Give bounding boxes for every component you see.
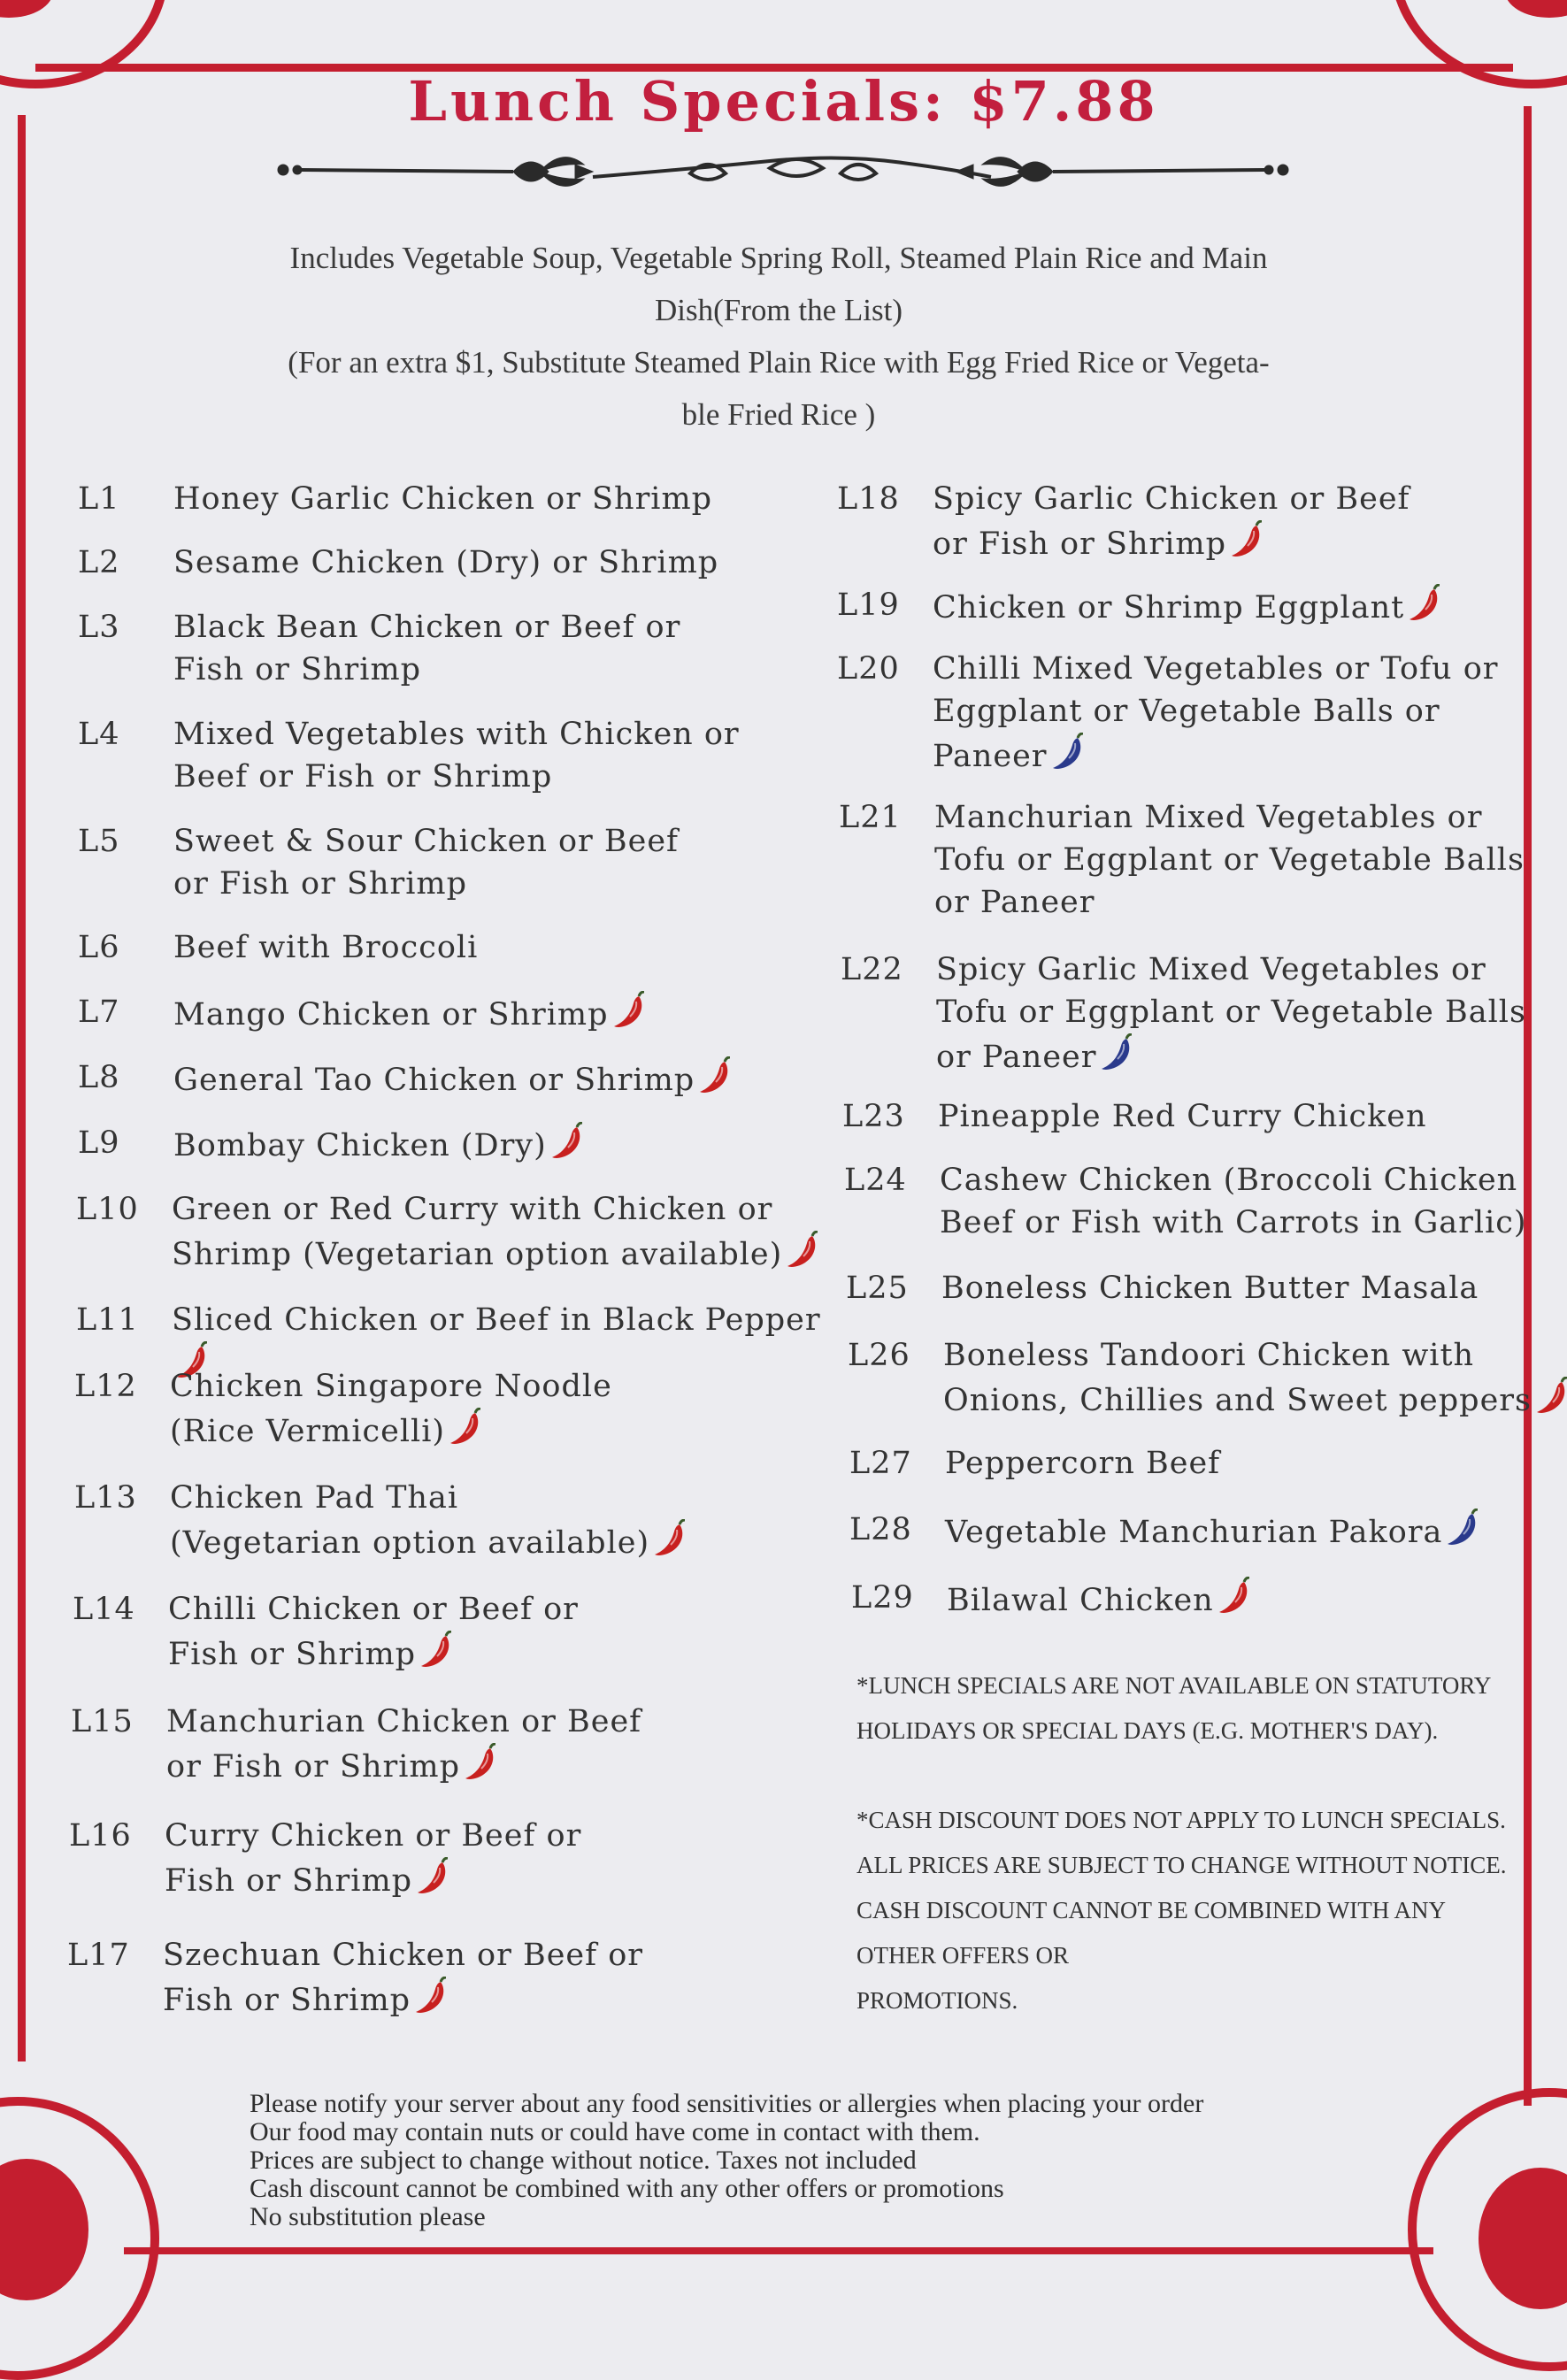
note-line: OTHER OFFERS OR [856, 1942, 1070, 1969]
menu-item-name [173, 606, 846, 691]
menu-item-name [938, 1095, 1567, 1138]
menu-item-name [936, 948, 1567, 1079]
menu-item-code: L24 [844, 1163, 907, 1198]
menu-item-line: Onions, Chillies and Sweet peppers [943, 1383, 1532, 1418]
footer-line: Prices are subject to change without notice. Taxes not included [250, 2146, 917, 2175]
menu-item-code: L1 [78, 481, 120, 517]
menu-item-line: Boneless Chicken Butter Masala [941, 1271, 1479, 1306]
menu-item-line: Black Bean Chicken or Beef or [173, 610, 681, 645]
menu-item-code: L5 [78, 824, 120, 859]
menu-item-line: Mango Chicken or Shrimp [173, 997, 609, 1033]
menu-item-name [166, 1701, 839, 1788]
menu-item-name [173, 820, 846, 905]
menu-item-name [933, 648, 1567, 778]
menu-item-line: Boneless Tandoori Chicken with [943, 1338, 1475, 1373]
page-title: Lunch Specials: $7.88 [408, 69, 1159, 134]
note-cash-discount [856, 1798, 1529, 2023]
menu-item-name [947, 1577, 1567, 1622]
menu-item-code: L26 [848, 1338, 910, 1373]
menu-item-line: Beef or Fish or Shrimp [173, 759, 553, 795]
intro-line: Includes Vegetable Soup, Vegetable Spring Roll, Steamed Plain Rice and Main [289, 241, 1268, 275]
menu-item-code: L2 [78, 545, 120, 580]
intro-line: (For an extra $1, Substitute Steamed Plain Rice with Egg Fried Rice or Vegeta- [288, 345, 1270, 380]
note-line: CASH DISCOUNT CANNOT BE COMBINED WITH ANY [856, 1897, 1447, 1923]
menu-item-line: Chicken Pad Thai [170, 1480, 459, 1516]
red-chili-pepper-icon [416, 1857, 451, 1896]
menu-item-name [165, 1815, 837, 1902]
menu-item-name [941, 1267, 1567, 1309]
red-chili-pepper-icon [1408, 584, 1443, 623]
menu-item-name [173, 1122, 846, 1167]
red-chili-pepper-icon [698, 1056, 734, 1095]
red-chili-pepper-icon [1230, 520, 1265, 559]
red-chili-pepper-icon [419, 1631, 455, 1670]
menu-item-line: Spicy Garlic Mixed Vegetables or [936, 952, 1486, 987]
menu-item-code: L29 [851, 1580, 914, 1616]
menu-item-code: L4 [78, 717, 120, 752]
menu-item-code: L6 [78, 930, 120, 965]
red-chili-pepper-icon [550, 1122, 586, 1161]
menu-item-line: Vegetable Manchurian Pakora [945, 1515, 1443, 1550]
blue-chili-pepper-icon [1446, 1509, 1481, 1547]
ornament-divider-icon [274, 142, 1292, 203]
menu-item-code: L25 [846, 1271, 909, 1306]
menu-item-code: L7 [78, 994, 120, 1030]
menu-item-line: Manchurian Chicken or Beef [166, 1704, 642, 1739]
menu-item-code: L11 [76, 1302, 139, 1338]
menu-item-line: Szechuan Chicken or Beef or [163, 1938, 644, 1973]
menu-item-code: L10 [76, 1192, 139, 1227]
footer-line: Cash discount cannot be combined with any other offers or promotions [250, 2174, 1004, 2203]
menu-item-code: L12 [74, 1369, 137, 1404]
menu-item-line: Chilli Mixed Vegetables or Tofu or [933, 651, 1499, 687]
menu-item-line: or Paneer [936, 1040, 1097, 1075]
note-line: ALL PRICES ARE SUBJECT TO CHANGE WITHOUT NOTICE. [856, 1852, 1507, 1878]
menu-item-line: Beef with Broccoli [173, 930, 479, 965]
menu-item-name [934, 796, 1567, 924]
menu-item-line: Chicken or Shrimp Eggplant [933, 590, 1405, 626]
menu-item-name [173, 713, 846, 798]
intro-line: ble Fried Rice ) [681, 397, 876, 432]
menu-item-name [933, 478, 1567, 565]
menu-item-line: Chilli Chicken or Beef or [168, 1592, 579, 1627]
menu-item-name [173, 1056, 846, 1102]
menu-item-code: L20 [837, 651, 900, 687]
menu-item-line: Bilawal Chicken [947, 1583, 1214, 1618]
menu-item-line: or Paneer [934, 885, 1095, 920]
menu-item-line: General Tao Chicken or Shrimp [173, 1063, 695, 1098]
note-line: HOLIDAYS OR SPECIAL DAYS (E.G. MOTHER'S DAY). [856, 1717, 1439, 1744]
menu-item-line: Mixed Vegetables with Chicken or [173, 717, 740, 752]
menu-item-line: Eggplant or Vegetable Balls or [933, 694, 1440, 729]
menu-item-line: Spicy Garlic Chicken or Beef [933, 481, 1410, 517]
menu-item-code: L16 [69, 1818, 132, 1854]
menu-item-line: Curry Chicken or Beef or [165, 1818, 582, 1854]
menu-item-name [173, 541, 846, 584]
red-chili-pepper-icon [786, 1231, 821, 1270]
blue-chili-pepper-icon [1051, 733, 1087, 772]
menu-item-name [170, 1477, 842, 1564]
red-chili-pepper-icon [414, 1977, 449, 2015]
footer-notice [250, 2090, 1400, 2231]
menu-item-line: or Fish or Shrimp [933, 526, 1226, 562]
footer-line: Our food may contain nuts or could have come in contact with them. [250, 2117, 980, 2146]
menu-item-code: L19 [837, 587, 900, 623]
red-chili-pepper-icon [464, 1743, 499, 1782]
menu-item-line: Fish or Shrimp [173, 652, 422, 687]
intro-line: Dish(From the List) [655, 293, 903, 327]
menu-item-name [173, 926, 846, 969]
menu-item-code: L3 [78, 610, 120, 645]
menu-item-name [172, 1188, 844, 1276]
menu-item-code: L15 [71, 1704, 134, 1739]
menu-item-code: L8 [78, 1060, 120, 1095]
menu-item-name [943, 1334, 1567, 1422]
menu-item-code: L23 [842, 1099, 905, 1134]
red-chili-pepper-icon [449, 1408, 484, 1447]
menu-item-line: (Rice Vermicelli) [170, 1414, 446, 1449]
menu-item-name [173, 478, 846, 520]
menu-item-line: Fish or Shrimp [165, 1863, 413, 1899]
frame-border-bottom [124, 2247, 1433, 2254]
red-chili-pepper-icon [1535, 1377, 1567, 1416]
menu-item-code: L14 [73, 1592, 135, 1627]
note-line: PROMOTIONS. [856, 1987, 1018, 2014]
menu-item-name [945, 1442, 1567, 1485]
intro-text [204, 232, 1354, 441]
menu-item-line: Fish or Shrimp [163, 1983, 411, 2018]
menu-item-line: Chicken Singapore Noodle [170, 1369, 612, 1404]
footer-line: No substitution please [250, 2202, 486, 2231]
red-chili-pepper-icon [653, 1519, 688, 1558]
menu-item-code: L18 [837, 481, 900, 517]
menu-item-line: Green or Red Curry with Chicken or [172, 1192, 773, 1227]
menu-item-line: Honey Garlic Chicken or Shrimp [173, 481, 713, 517]
menu-item-line: Tofu or Eggplant or Vegetable Balls [936, 994, 1526, 1030]
menu-item-code: L17 [67, 1938, 130, 1973]
menu-item-code: L28 [849, 1512, 912, 1547]
note-line: *CASH DISCOUNT DOES NOT APPLY TO LUNCH SPECIALS. [856, 1807, 1506, 1833]
menu-item-line: Cashew Chicken (Broccoli Chicken [940, 1163, 1518, 1198]
menu-item-line: Paneer [933, 739, 1048, 774]
menu-item-name [163, 1934, 835, 2022]
menu-item-line: Pineapple Red Curry Chicken [938, 1099, 1427, 1134]
note-statutory-holidays [856, 1663, 1529, 1754]
menu-item-line: Fish or Shrimp [168, 1637, 417, 1672]
menu-item-code: L21 [839, 800, 902, 835]
menu-item-code: L22 [841, 952, 903, 987]
menu-item-line: Manchurian Mixed Vegetables or [934, 800, 1483, 835]
red-chili-pepper-icon [612, 991, 648, 1030]
menu-item-line: (Vegetarian option available) [170, 1525, 650, 1561]
menu-item-line: Tofu or Eggplant or Vegetable Balls [934, 842, 1525, 878]
menu-item-name [933, 584, 1567, 629]
menu-item-code: L9 [78, 1125, 120, 1161]
footer-line: Please notify your server about any food sensitivities or allergies when placing your order [250, 2089, 1204, 2118]
menu-item-line: Sweet & Sour Chicken or Beef [173, 824, 680, 859]
menu-item-line: or Fish or Shrimp [166, 1749, 460, 1785]
menu-item-line: Bombay Chicken (Dry) [173, 1128, 547, 1163]
note-line: *LUNCH SPECIALS ARE NOT AVAILABLE ON STATUTORY [856, 1672, 1492, 1699]
blue-chili-pepper-icon [1100, 1033, 1135, 1072]
menu-item-line: Sesame Chicken (Dry) or Shrimp [173, 545, 719, 580]
menu-item-name [173, 991, 846, 1036]
menu-item-name [940, 1159, 1567, 1244]
menu-item-line: or Fish or Shrimp [173, 866, 467, 902]
menu-item-code: L13 [74, 1480, 137, 1516]
menu-item-line: Beef or Fish with Carrots in Garlic) [940, 1205, 1527, 1240]
red-chili-pepper-icon [1217, 1577, 1253, 1616]
menu-item-name [945, 1509, 1567, 1554]
menu-item-name [168, 1588, 841, 1676]
menu-item-line: Shrimp (Vegetarian option available) [172, 1237, 783, 1272]
menu-item-line: Peppercorn Beef [945, 1446, 1221, 1481]
menu-item-name [170, 1365, 842, 1453]
menu-item-line: Sliced Chicken or Beef in Black Pepper [172, 1302, 821, 1338]
frame-border-left [18, 115, 26, 2061]
menu-item-code: L27 [849, 1446, 912, 1481]
